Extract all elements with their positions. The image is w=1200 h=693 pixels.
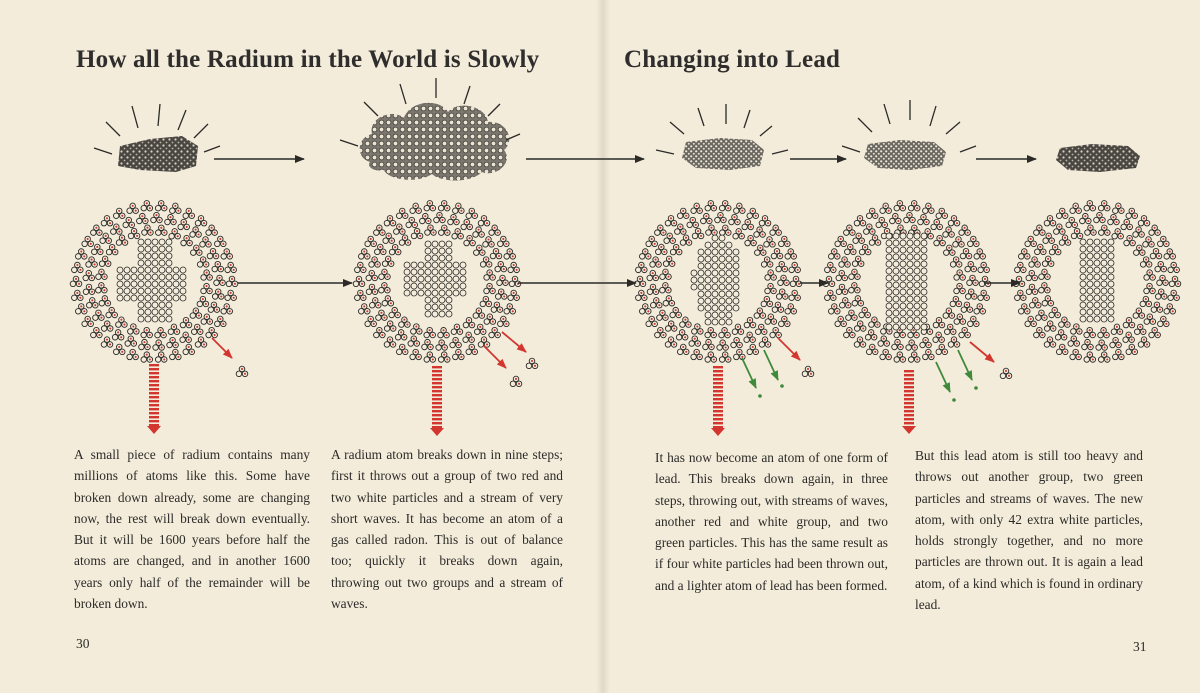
lead-lump-3 bbox=[1056, 144, 1140, 172]
atom bbox=[634, 201, 802, 363]
title-left: How all the Radium in the World is Slowly bbox=[76, 46, 540, 73]
radon-cloud bbox=[340, 78, 520, 181]
atom bbox=[823, 201, 991, 363]
paragraph-2: A radium atom breaks down in nine steps; first it throws out a group of two red and two white particles and a stream of very short waves. It has become an atom of a gas called radon. This is out of balance too; quickly it breaks down again, throwing out two groups and a stream of waves. bbox=[331, 447, 563, 612]
emission-arrows bbox=[212, 332, 994, 392]
radium-rock bbox=[94, 104, 220, 172]
lead-lump-2 bbox=[842, 100, 976, 170]
page-number-left: 30 bbox=[76, 636, 90, 651]
paragraph-3: It has now become an atom of one form of lead. This breaks down again, in three steps, throwing out, with streams of waves, another red and white group, and two green particles. This has the same result as if four white particles had been thrown out, and a lighter atom of lead has been formed. bbox=[655, 450, 888, 593]
atom-diagrams bbox=[70, 201, 1181, 363]
emitted-particles bbox=[236, 358, 1012, 402]
lead-lump-1 bbox=[656, 104, 788, 170]
paragraph-1: A small piece of radium contains many millions of atoms like this. Some have broken down already, some are changing now, the rest will break down eventually. But it will be 1600 years before half the atoms are changed, and in another 1600 years only half of the remainder will be broken down. bbox=[74, 447, 310, 612]
paragraph-4: But this lead atom is still too heavy and throws out another group, two green particles and streams of waves. The new atom, with only 42 extra white particles, holds strongly together, and no more particles are thrown out. It is again a lead atom, of a kind which is found in ordinary lead. bbox=[915, 448, 1143, 613]
wave-streams bbox=[147, 364, 916, 436]
atom bbox=[1013, 201, 1181, 363]
atom bbox=[353, 201, 521, 363]
page-number-right: 31 bbox=[1133, 639, 1147, 654]
title-right: Changing into Lead bbox=[624, 46, 841, 73]
